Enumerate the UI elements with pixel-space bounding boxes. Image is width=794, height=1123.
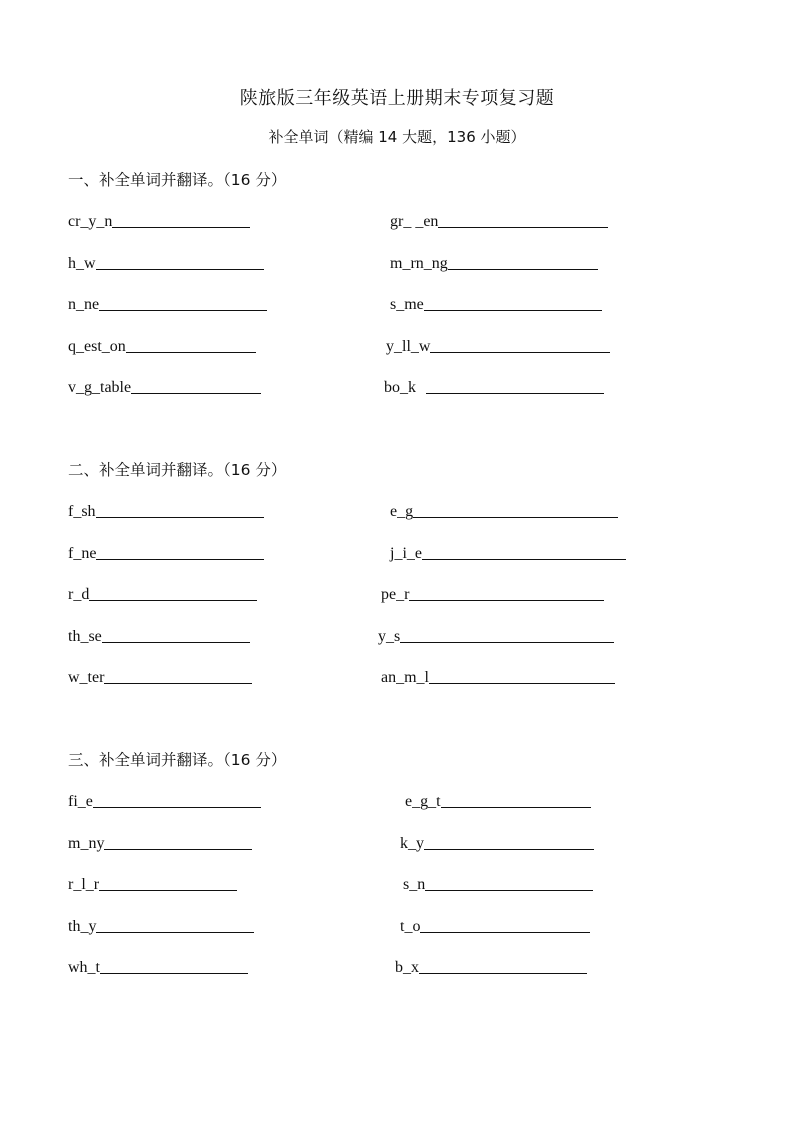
item-row bbox=[68, 789, 768, 831]
section-heading: 二、补全单词并翻译。（16 分） bbox=[68, 461, 287, 479]
word-prompt: gr_ _en bbox=[390, 213, 439, 230]
fill-in-item-left bbox=[68, 624, 250, 646]
word-prompt: y_ll_w bbox=[386, 337, 431, 355]
item-row bbox=[68, 831, 768, 873]
page-subtitle: 补全单词（精编 14 大题，136 小题） bbox=[268, 128, 526, 146]
answer-blank-line[interactable] bbox=[100, 972, 248, 974]
fill-in-item-right bbox=[390, 499, 618, 521]
fill-in-item-left bbox=[68, 499, 264, 521]
fill-in-item-left bbox=[68, 375, 261, 397]
answer-blank-line[interactable] bbox=[96, 931, 254, 933]
word-prompt: e_g bbox=[390, 503, 414, 520]
answer-blank-line[interactable] bbox=[126, 351, 256, 353]
fill-in-item-right bbox=[400, 831, 594, 853]
word-prompt: th_se bbox=[68, 627, 102, 645]
answer-blank-line[interactable] bbox=[441, 806, 591, 808]
item-rows bbox=[68, 789, 768, 997]
word-prompt: wh_t bbox=[68, 959, 100, 976]
fill-in-item-right bbox=[400, 914, 590, 936]
fill-in-item-left bbox=[68, 251, 264, 273]
item-row bbox=[68, 955, 768, 997]
answer-blank-line[interactable] bbox=[102, 641, 250, 643]
item-row bbox=[68, 582, 768, 624]
fill-in-item-left bbox=[68, 209, 250, 231]
fill-in-item-right bbox=[403, 872, 593, 894]
answer-blank-line[interactable] bbox=[438, 226, 608, 228]
word-prompt: y_s bbox=[378, 627, 401, 645]
fill-in-item-left bbox=[68, 292, 267, 314]
fill-in-item-right bbox=[390, 292, 602, 314]
word-prompt: r_l_r bbox=[68, 876, 100, 893]
word-prompt: w_ter bbox=[68, 669, 105, 686]
item-row bbox=[68, 499, 768, 541]
answer-blank-line[interactable] bbox=[424, 309, 602, 311]
word-prompt: b_x bbox=[395, 959, 419, 976]
answer-blank-line[interactable] bbox=[424, 848, 594, 850]
answer-blank-line[interactable] bbox=[400, 641, 614, 643]
answer-blank-line[interactable] bbox=[96, 516, 264, 518]
fill-in-item-left bbox=[68, 582, 257, 604]
word-prompt: j_i_e bbox=[390, 544, 422, 562]
item-rows bbox=[68, 209, 768, 417]
item-row bbox=[68, 251, 768, 293]
word-prompt: s_me bbox=[390, 296, 424, 313]
answer-blank-line[interactable] bbox=[429, 682, 615, 684]
answer-blank-line[interactable] bbox=[99, 889, 237, 891]
fill-in-item-right bbox=[381, 665, 615, 687]
answer-blank-line[interactable] bbox=[413, 516, 618, 518]
fill-in-item-left bbox=[68, 955, 248, 977]
word-prompt: pe_r bbox=[381, 586, 410, 603]
fill-in-item-right bbox=[395, 955, 587, 977]
fill-in-item-right bbox=[386, 334, 610, 356]
fill-in-item-left bbox=[68, 665, 252, 687]
answer-blank-line[interactable] bbox=[409, 599, 604, 601]
fill-in-item-right bbox=[384, 375, 604, 397]
word-prompt: bo_k bbox=[384, 379, 416, 396]
word-prompt: cr_y_n bbox=[68, 213, 113, 230]
item-rows bbox=[68, 499, 768, 707]
word-prompt: t_o bbox=[400, 917, 421, 935]
item-row bbox=[68, 665, 768, 707]
answer-blank-line[interactable] bbox=[448, 268, 598, 270]
answer-blank-line[interactable] bbox=[426, 392, 604, 394]
exercise-section bbox=[68, 455, 768, 707]
fill-in-item-right bbox=[390, 541, 626, 563]
answer-blank-line[interactable] bbox=[422, 558, 626, 560]
fill-in-item-left bbox=[68, 541, 264, 563]
answer-blank-line[interactable] bbox=[425, 889, 593, 891]
answer-blank-line[interactable] bbox=[96, 268, 264, 270]
word-prompt: an_m_l bbox=[381, 669, 429, 686]
word-prompt: e_g_t bbox=[405, 793, 441, 810]
answer-blank-line[interactable] bbox=[93, 806, 261, 808]
section-heading: 一、补全单词并翻译。（16 分） bbox=[68, 171, 287, 189]
item-row bbox=[68, 292, 768, 334]
fill-in-item-right bbox=[381, 582, 604, 604]
answer-blank-line[interactable] bbox=[420, 931, 590, 933]
section-heading: 三、补全单词并翻译。（16 分） bbox=[68, 751, 287, 769]
item-row bbox=[68, 209, 768, 251]
word-prompt: s_n bbox=[403, 876, 426, 893]
answer-blank-line[interactable] bbox=[99, 309, 267, 311]
answer-blank-line[interactable] bbox=[104, 682, 252, 684]
word-prompt: fi_e bbox=[68, 793, 93, 810]
item-row bbox=[68, 872, 768, 914]
word-prompt: m_ny bbox=[68, 834, 105, 852]
fill-in-item-left bbox=[68, 872, 237, 894]
item-row bbox=[68, 624, 768, 666]
answer-blank-line[interactable] bbox=[419, 972, 587, 974]
word-prompt: r_d bbox=[68, 586, 90, 603]
item-row bbox=[68, 375, 768, 417]
fill-in-item-left bbox=[68, 831, 252, 853]
item-row bbox=[68, 541, 768, 583]
word-prompt: f_ne bbox=[68, 544, 97, 562]
page-title: 陕旅版三年级英语上册期末专项复习题 bbox=[239, 88, 555, 109]
word-prompt: f_sh bbox=[68, 503, 96, 520]
word-prompt: n_ne bbox=[68, 296, 100, 313]
fill-in-item-right bbox=[390, 251, 598, 273]
word-prompt: q_est_on bbox=[68, 337, 126, 355]
exercise-section bbox=[68, 165, 768, 417]
answer-blank-line[interactable] bbox=[131, 392, 261, 394]
fill-in-item-right bbox=[378, 624, 614, 646]
word-prompt: k_y bbox=[400, 834, 424, 852]
fill-in-item-left bbox=[68, 914, 254, 936]
word-prompt: th_y bbox=[68, 917, 97, 935]
word-prompt: h_w bbox=[68, 254, 96, 272]
word-prompt: v_g_table bbox=[68, 379, 132, 396]
fill-in-item-left bbox=[68, 334, 256, 356]
answer-blank-line[interactable] bbox=[430, 351, 610, 353]
fill-in-item-right bbox=[405, 789, 591, 811]
fill-in-item-left bbox=[68, 789, 261, 811]
item-row bbox=[68, 914, 768, 956]
exercise-section bbox=[68, 745, 768, 997]
fill-in-item-right bbox=[390, 209, 608, 231]
item-row bbox=[68, 334, 768, 376]
word-prompt: m_rn_ng bbox=[390, 254, 448, 272]
answer-blank-line[interactable] bbox=[96, 558, 264, 560]
answer-blank-line[interactable] bbox=[104, 848, 252, 850]
answer-blank-line[interactable] bbox=[89, 599, 257, 601]
answer-blank-line[interactable] bbox=[112, 226, 250, 228]
